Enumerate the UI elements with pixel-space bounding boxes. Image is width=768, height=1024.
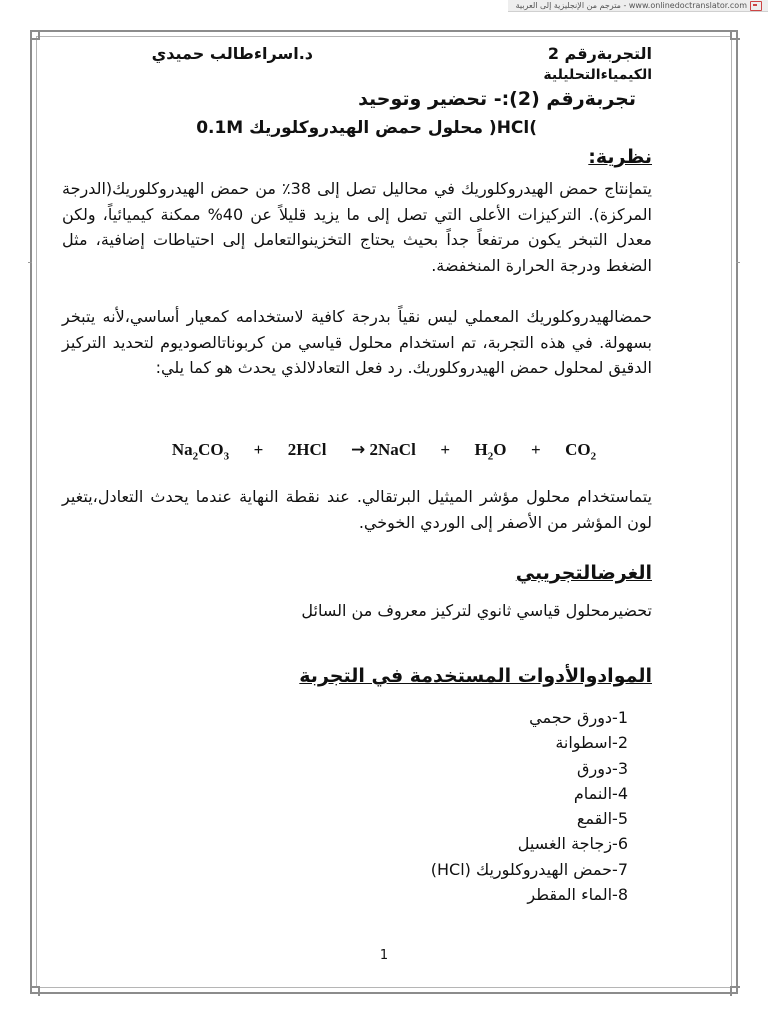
paragraph-text: حمضالهيدروكلوريك المعملي ليس نقياً بدرجة كافية لاستخدامه كمعيار أساسي،لأنه يتبخر بسهولة. في هذه التجربة، تم استخدام محلول قياسي من كربوناتالصوديوم لتحديد التركيز الدقيق لمحلول حمض الهيدروكلوريك. رد فعل التعادلالذي يحدث هو كما يلي: (62, 307, 652, 377)
translator-icon (750, 1, 762, 11)
list-item: 3-دورق (577, 758, 628, 778)
page-title: تجربةرقم (2):- تحضير وتوحيد (358, 88, 636, 110)
border-tick (736, 262, 740, 263)
product-nacl: 2NaCl (369, 440, 416, 459)
list-item: 5-القمع (576, 809, 628, 829)
page-number: 1 (379, 948, 389, 963)
materials-heading: الموادوالأدوات المستخدمة في التجربة (299, 665, 652, 687)
page-subtitle: )HCl( محلول حمض الهيدروكلوريك 0.1M (196, 118, 537, 138)
product-co2: $CO_2$ (565, 440, 597, 463)
theory-heading: نظرية: (588, 146, 652, 168)
paragraph-text: يتماستخدام محلول مؤشر الميثيل البرتقالي. عند نقطة النهاية عندما يحدث التعادل،يتغير لون المؤشر من الأصفر إلى الوردي الخوخي. (62, 487, 652, 532)
border-corner (30, 986, 40, 996)
translator-bar (508, 0, 768, 12)
materials-list (431, 705, 628, 907)
list-item: 4-النمام (573, 783, 628, 803)
border-corner (730, 986, 740, 996)
list-item: 7-حمض الهيدروكلوريك (HCl) (430, 859, 628, 879)
indicator-paragraph (62, 484, 652, 535)
border-tick (28, 262, 32, 263)
plus-sign: + (530, 440, 541, 459)
translator-text: www.onlinedoctranslator.com - مترجم من الإنجليزية إلى العربية (515, 1, 747, 10)
plus-sign: + (253, 440, 264, 459)
list-item: 8-الماء المقطر (527, 885, 628, 905)
experiment-number: التجربةرقم 2 (547, 44, 652, 63)
list-item: 2-اسطوانة (555, 733, 628, 753)
reaction-equation (0, 440, 768, 462)
border-corner (730, 30, 740, 40)
theory-paragraph-2 (62, 304, 652, 381)
list-item: 1-دورق حجمي (529, 708, 628, 727)
list-item: 6-زجاجة الغسيل (517, 834, 628, 854)
author-name: د.اسراءطالب حميدي (151, 44, 313, 63)
plus-sign: + (440, 440, 450, 459)
aim-heading: الغرضالتجريبي (515, 562, 652, 584)
border-corner (30, 30, 40, 40)
arrow-icon: → (351, 440, 366, 460)
paragraph-text: يتمإنتاج حمض الهيدروكلوريك في محاليل تصل إلى 38٪ من حمض الهيدروكلوريك(الدرجة المركزة). التركيزات الأعلى التي تصل إلى ما يزيد قليلاً عن 40% ممكنة كيميائياً، ولكن معدل التبخر يكون مرتفعاً جداً بحيث يحتاج التخزينوالتعامل إلى احتياطات إضافية، مثل الضغط ودرجة الحرارة المنخفضة. (62, 179, 652, 275)
aim-text: تحضيرمحلول قياسي ثانوي لتركيز معروف من السائل (301, 601, 652, 620)
subject: الكيمياءالتحليلية (543, 67, 652, 83)
reactant-hcl: 2HCl (287, 440, 327, 459)
product-water: $H_2O$ (474, 440, 507, 463)
reactant-sodium-carbonate: $Na_2CO_3$ (171, 440, 230, 463)
theory-paragraph-1 (62, 176, 652, 278)
